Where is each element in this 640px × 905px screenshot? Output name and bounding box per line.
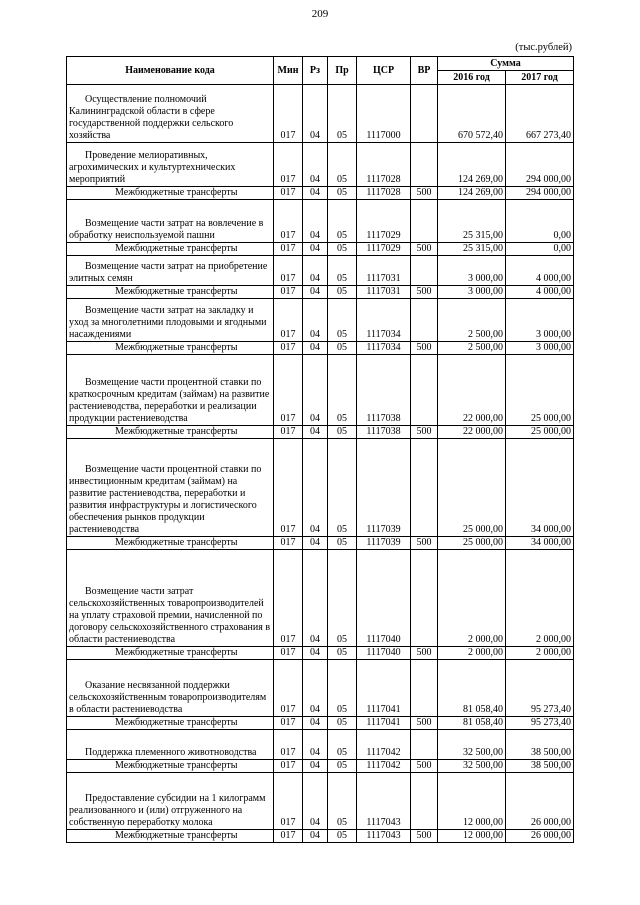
row-rz: 04	[303, 256, 328, 286]
table-row	[67, 426, 574, 439]
row-csr: 1117029	[357, 200, 411, 243]
row-vr	[411, 550, 438, 647]
table-row	[67, 256, 574, 286]
row-amount-2017: 26 000,00	[506, 773, 574, 830]
row-csr: 1117038	[357, 426, 411, 439]
row-min: 017	[274, 717, 303, 730]
row-amount-2017: 2 000,00	[506, 550, 574, 647]
row-min: 017	[274, 773, 303, 830]
row-min: 017	[274, 243, 303, 256]
row-pr: 05	[328, 243, 357, 256]
row-pr: 05	[328, 717, 357, 730]
row-pr: 05	[328, 355, 357, 426]
row-pr: 05	[328, 286, 357, 299]
row-pr: 05	[328, 342, 357, 355]
row-min: 017	[274, 342, 303, 355]
row-pr: 05	[328, 85, 357, 143]
row-pr: 05	[328, 760, 357, 773]
row-vr	[411, 143, 438, 187]
row-rz: 04	[303, 830, 328, 843]
table-row	[67, 200, 574, 243]
row-pr: 05	[328, 439, 357, 537]
row-vr: 500	[411, 426, 438, 439]
row-amount-2016: 32 500,00	[438, 730, 506, 760]
row-csr: 1117038	[357, 355, 411, 426]
table-row	[67, 355, 574, 426]
row-rz: 04	[303, 85, 328, 143]
table-row	[67, 773, 574, 830]
row-min: 017	[274, 760, 303, 773]
row-pr: 05	[328, 426, 357, 439]
row-amount-2016: 2 500,00	[438, 299, 506, 342]
row-min: 017	[274, 187, 303, 200]
row-rz: 04	[303, 200, 328, 243]
header-csr: ЦСР	[357, 57, 411, 85]
budget-table	[66, 56, 574, 843]
row-name: Возмещение части затрат на вовлечение в обработку неиспользуемой пашни	[67, 200, 274, 243]
row-csr: 1117028	[357, 143, 411, 187]
row-min: 017	[274, 286, 303, 299]
row-rz: 04	[303, 537, 328, 550]
row-min: 017	[274, 256, 303, 286]
row-amount-2017: 4 000,00	[506, 286, 574, 299]
row-pr: 05	[328, 537, 357, 550]
row-vr: 500	[411, 243, 438, 256]
table-row	[67, 342, 574, 355]
row-rz: 04	[303, 355, 328, 426]
table-row	[67, 660, 574, 717]
row-name: Межбюджетные трансферты	[67, 537, 274, 550]
row-amount-2016: 2 000,00	[438, 647, 506, 660]
row-min: 017	[274, 537, 303, 550]
row-amount-2016: 124 269,00	[438, 143, 506, 187]
row-min: 017	[274, 85, 303, 143]
row-name: Возмещение части процентной ставки по инвестиционным кредитам (займам) на развитие растениеводства, переработки и развития инфраструктуры и логистического обеспечения рынков продукции растениеводства	[67, 439, 274, 537]
row-amount-2017: 34 000,00	[506, 439, 574, 537]
row-name: Межбюджетные трансферты	[67, 342, 274, 355]
row-amount-2017: 34 000,00	[506, 537, 574, 550]
header-min: Мин	[274, 57, 303, 85]
row-amount-2017: 4 000,00	[506, 256, 574, 286]
row-rz: 04	[303, 717, 328, 730]
row-name: Оказание несвязанной поддержки сельскохозяйственным товаропроизводителям в области растениеводства	[67, 660, 274, 717]
row-amount-2016: 25 000,00	[438, 439, 506, 537]
row-min: 017	[274, 830, 303, 843]
row-csr: 1117041	[357, 717, 411, 730]
row-name: Предоставление субсидии на 1 килограмм реализованного и (или) отгруженного на собственную переработку молока	[67, 773, 274, 830]
row-vr: 500	[411, 342, 438, 355]
row-amount-2016: 2 000,00	[438, 550, 506, 647]
row-amount-2016: 22 000,00	[438, 426, 506, 439]
row-csr: 1117043	[357, 830, 411, 843]
row-rz: 04	[303, 426, 328, 439]
row-vr	[411, 299, 438, 342]
row-name: Возмещение части затрат сельскохозяйственных товаропроизводителей на уплату страховой премии, начисленной по договору сельскохозяйственного страхования в области растениеводства	[67, 550, 274, 647]
table-row	[67, 647, 574, 660]
row-rz: 04	[303, 730, 328, 760]
row-vr: 500	[411, 286, 438, 299]
row-csr: 1117041	[357, 660, 411, 717]
table-row	[67, 286, 574, 299]
row-min: 017	[274, 143, 303, 187]
row-csr: 1117040	[357, 647, 411, 660]
row-amount-2017: 294 000,00	[506, 187, 574, 200]
row-amount-2017: 3 000,00	[506, 342, 574, 355]
row-amount-2017: 0,00	[506, 243, 574, 256]
row-rz: 04	[303, 550, 328, 647]
row-name: Межбюджетные трансферты	[67, 830, 274, 843]
row-amount-2017: 294 000,00	[506, 143, 574, 187]
row-csr: 1117031	[357, 286, 411, 299]
row-pr: 05	[328, 299, 357, 342]
row-name: Проведение мелиоративных, агрохимических и культуртехнических мероприятий	[67, 143, 274, 187]
row-name: Межбюджетные трансферты	[67, 243, 274, 256]
row-pr: 05	[328, 143, 357, 187]
row-amount-2016: 25 000,00	[438, 537, 506, 550]
header-vr: ВР	[411, 57, 438, 85]
row-name: Возмещение части затрат на закладку и уход за многолетними плодовыми и ягодными насаждениями	[67, 299, 274, 342]
row-pr: 05	[328, 830, 357, 843]
row-amount-2017: 25 000,00	[506, 355, 574, 426]
row-amount-2017: 38 500,00	[506, 760, 574, 773]
row-amount-2017: 26 000,00	[506, 830, 574, 843]
row-amount-2016: 81 058,40	[438, 717, 506, 730]
row-amount-2016: 3 000,00	[438, 256, 506, 286]
row-min: 017	[274, 660, 303, 717]
row-amount-2017: 38 500,00	[506, 730, 574, 760]
row-name: Осуществление полномочий Калининградской области в сфере государственной поддержки сельского хозяйства	[67, 85, 274, 143]
row-amount-2016: 12 000,00	[438, 830, 506, 843]
row-vr	[411, 200, 438, 243]
table-row	[67, 760, 574, 773]
row-csr: 1117042	[357, 730, 411, 760]
table-row	[67, 187, 574, 200]
row-amount-2017: 25 000,00	[506, 426, 574, 439]
units-label: (тыс.рублей)	[515, 42, 572, 53]
row-vr	[411, 355, 438, 426]
row-csr: 1117039	[357, 439, 411, 537]
row-min: 017	[274, 200, 303, 243]
row-min: 017	[274, 730, 303, 760]
row-vr: 500	[411, 537, 438, 550]
row-vr	[411, 85, 438, 143]
table-row	[67, 550, 574, 647]
header-row-1	[67, 57, 574, 71]
row-pr: 05	[328, 647, 357, 660]
row-rz: 04	[303, 773, 328, 830]
row-min: 017	[274, 299, 303, 342]
row-csr: 1117034	[357, 342, 411, 355]
row-amount-2016: 2 500,00	[438, 342, 506, 355]
row-min: 017	[274, 647, 303, 660]
row-csr: 1117028	[357, 187, 411, 200]
row-name: Межбюджетные трансферты	[67, 187, 274, 200]
row-name: Межбюджетные трансферты	[67, 760, 274, 773]
row-amount-2017: 2 000,00	[506, 647, 574, 660]
header-name: Наименование кода	[67, 57, 274, 85]
row-rz: 04	[303, 286, 328, 299]
table-row	[67, 830, 574, 843]
header-2017: 2017 год	[506, 71, 574, 85]
table-row	[67, 143, 574, 187]
row-amount-2017: 95 273,40	[506, 660, 574, 717]
row-pr: 05	[328, 200, 357, 243]
row-vr	[411, 439, 438, 537]
row-csr: 1117000	[357, 85, 411, 143]
table-row	[67, 730, 574, 760]
row-min: 017	[274, 426, 303, 439]
row-rz: 04	[303, 760, 328, 773]
table-row	[67, 243, 574, 256]
row-amount-2016: 25 315,00	[438, 200, 506, 243]
row-amount-2016: 3 000,00	[438, 286, 506, 299]
row-min: 017	[274, 439, 303, 537]
row-name: Возмещение части процентной ставки по краткосрочным кредитам (займам) на развитие растениеводства, переработки и реализации продукции растениеводства	[67, 355, 274, 426]
row-csr: 1117040	[357, 550, 411, 647]
row-rz: 04	[303, 660, 328, 717]
row-amount-2016: 22 000,00	[438, 355, 506, 426]
row-rz: 04	[303, 299, 328, 342]
row-vr	[411, 256, 438, 286]
row-rz: 04	[303, 143, 328, 187]
row-amount-2016: 12 000,00	[438, 773, 506, 830]
row-amount-2016: 124 269,00	[438, 187, 506, 200]
header-sum: Сумма	[438, 57, 574, 71]
row-rz: 04	[303, 342, 328, 355]
row-min: 017	[274, 355, 303, 426]
row-vr: 500	[411, 187, 438, 200]
row-rz: 04	[303, 187, 328, 200]
row-rz: 04	[303, 439, 328, 537]
row-csr: 1117042	[357, 760, 411, 773]
row-min: 017	[274, 550, 303, 647]
header-rz: Рз	[303, 57, 328, 85]
row-pr: 05	[328, 730, 357, 760]
row-name: Поддержка племенного животноводства	[67, 730, 274, 760]
table-row	[67, 439, 574, 537]
row-csr: 1117029	[357, 243, 411, 256]
row-vr	[411, 773, 438, 830]
row-vr: 500	[411, 760, 438, 773]
row-amount-2017: 667 273,40	[506, 85, 574, 143]
header-2016: 2016 год	[438, 71, 506, 85]
row-pr: 05	[328, 773, 357, 830]
row-amount-2016: 81 058,40	[438, 660, 506, 717]
row-vr	[411, 660, 438, 717]
row-csr: 1117039	[357, 537, 411, 550]
row-rz: 04	[303, 243, 328, 256]
table-body	[67, 85, 574, 843]
row-vr: 500	[411, 717, 438, 730]
row-amount-2017: 95 273,40	[506, 717, 574, 730]
row-vr	[411, 730, 438, 760]
table-row	[67, 717, 574, 730]
row-name: Межбюджетные трансферты	[67, 647, 274, 660]
row-amount-2017: 3 000,00	[506, 299, 574, 342]
row-pr: 05	[328, 187, 357, 200]
row-amount-2016: 32 500,00	[438, 760, 506, 773]
row-name: Межбюджетные трансферты	[67, 717, 274, 730]
row-rz: 04	[303, 647, 328, 660]
row-pr: 05	[328, 550, 357, 647]
row-csr: 1117031	[357, 256, 411, 286]
row-amount-2016: 25 315,00	[438, 243, 506, 256]
header-pr: Пр	[328, 57, 357, 85]
page-number: 209	[311, 8, 329, 20]
row-name: Межбюджетные трансферты	[67, 426, 274, 439]
row-pr: 05	[328, 660, 357, 717]
row-amount-2017: 0,00	[506, 200, 574, 243]
row-name: Возмещение части затрат на приобретение элитных семян	[67, 256, 274, 286]
row-csr: 1117034	[357, 299, 411, 342]
table-row	[67, 537, 574, 550]
row-amount-2016: 670 572,40	[438, 85, 506, 143]
table-row	[67, 299, 574, 342]
row-pr: 05	[328, 256, 357, 286]
row-vr: 500	[411, 647, 438, 660]
table-row	[67, 85, 574, 143]
row-csr: 1117043	[357, 773, 411, 830]
row-name: Межбюджетные трансферты	[67, 286, 274, 299]
row-vr: 500	[411, 830, 438, 843]
